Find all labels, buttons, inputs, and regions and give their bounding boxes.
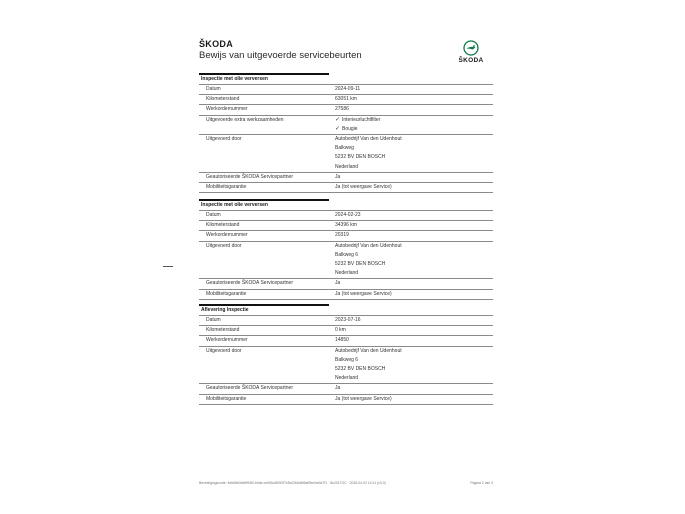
row-value: [335, 316, 493, 325]
row-value: [335, 290, 493, 299]
value-line: [335, 153, 493, 162]
row-label: Kilometerstand: [206, 327, 240, 334]
footer-verification-code: Bevestigingscode: 4ebb8b0fa9f9f4f0-b0de-ce0f5cd2f0f2f7e5c02b6d6f5af9be0af4e7f1 · 8u2017GC · 2026-04-02 14:11 (v3.0): [199, 481, 386, 485]
row-label: Mobiliteitsgarantie: [206, 290, 247, 297]
value-line: [335, 85, 493, 94]
value-line: [335, 279, 493, 288]
row-value: [335, 211, 493, 220]
value-line: [335, 231, 493, 240]
row-label: Werkordernummer: [206, 232, 248, 239]
row-value: [335, 231, 493, 240]
row-value: [335, 242, 493, 279]
row-label: Mobiliteitsgarantie: [206, 183, 247, 190]
value-line: [335, 347, 493, 356]
value-line: [335, 105, 493, 114]
row-label: Geautoriseerde ŠKODA Servicepartner: [206, 173, 293, 180]
row-label: Werkordernummer: [206, 106, 248, 113]
value-text: Autobedrijf Van den Udenhout: [335, 242, 402, 249]
value-text: 27586: [335, 106, 349, 113]
row-value: [335, 183, 493, 192]
table-row: [199, 394, 493, 405]
table-row: [199, 134, 493, 172]
row-value: [335, 135, 493, 172]
value-text: 2024-09-11: [335, 86, 361, 92]
table-row: [199, 278, 493, 288]
row-label: Uitgevoerde extra werkzaamheden: [206, 116, 284, 123]
value-line: [335, 221, 493, 230]
service-section: [199, 73, 493, 193]
table-row: [199, 241, 493, 279]
table-row: [199, 383, 493, 393]
row-value: [335, 95, 493, 104]
value-line: [335, 269, 493, 278]
row-label: Uitgevoerd door: [206, 347, 242, 354]
row-label: Werkordernummer: [206, 337, 248, 344]
row-label: Kilometerstand: [206, 222, 240, 229]
value-line: [335, 326, 493, 335]
logo-text: ŠKODA: [458, 57, 484, 64]
value-line: [335, 135, 493, 144]
table-row: [199, 335, 493, 345]
value-line: [335, 395, 493, 404]
value-text: Ja (tot weergave Service): [335, 395, 392, 402]
value-text: 34396 km: [335, 222, 357, 229]
value-line: [335, 290, 493, 299]
row-label: Mobiliteitsgarantie: [206, 395, 247, 402]
value-line: [335, 125, 493, 134]
table-row: [199, 325, 493, 335]
value-line: [335, 260, 493, 269]
row-label: Datum: [206, 317, 221, 323]
row-label: Datum: [206, 86, 221, 92]
value-line: [335, 384, 493, 393]
value-text: 63051 km: [335, 96, 357, 103]
row-label: Geautoriseerde ŠKODA Servicepartner: [206, 280, 293, 287]
value-text: Nederland: [335, 270, 359, 277]
value-line: [335, 374, 493, 383]
table-row: [199, 115, 493, 134]
value-line: [335, 163, 493, 172]
value-text: 20319: [335, 232, 349, 239]
table-row: [199, 346, 493, 384]
value-text: Autobedrijf Van den Udenhout: [335, 347, 402, 354]
row-value: [335, 326, 493, 335]
row-value: [335, 279, 493, 288]
value-text: Nederland: [335, 375, 359, 382]
value-text: Nederland: [335, 163, 359, 170]
row-label: Uitgevoerd door: [206, 242, 242, 249]
row-value: [335, 336, 493, 345]
row-value: [335, 395, 493, 404]
table-row: [199, 94, 493, 104]
table-row: [199, 182, 493, 193]
value-text: Autobedrijf Van den Udenhout: [335, 135, 402, 142]
row-value: [335, 173, 493, 182]
row-value: [335, 85, 493, 94]
value-text: Bougie: [342, 125, 358, 132]
row-value: [335, 221, 493, 230]
footer-page-number: Pagina 2 van 3: [470, 481, 493, 485]
value-text: 5232 BV DEN BOSCH: [335, 260, 386, 267]
value-text: 14850: [335, 337, 349, 344]
value-line: [335, 356, 493, 365]
section-title: Inspectie met olie verversen: [201, 76, 268, 82]
table-row: [199, 315, 493, 325]
value-text: Ja: [335, 385, 341, 392]
service-section: [199, 199, 493, 300]
value-line: [335, 183, 493, 192]
margin-mark: [163, 266, 173, 267]
value-line: [335, 144, 493, 153]
value-text: Balkweg 6: [335, 251, 359, 258]
table-row: [199, 104, 493, 114]
value-text: Ja (tot weergave Service): [335, 183, 392, 190]
table-row: [199, 289, 493, 300]
value-text: 5232 BV DEN BOSCH: [335, 365, 386, 372]
value-text: Ja (tot weergave Service): [335, 290, 392, 297]
row-label: Uitgevoerd door: [206, 135, 242, 142]
value-text: Balkweg: [335, 145, 354, 152]
table-row: [199, 84, 493, 94]
row-value: [335, 384, 493, 393]
value-line: [335, 242, 493, 251]
value-line: [335, 336, 493, 345]
checkmark-icon: ✓: [335, 116, 341, 123]
page-title: Bewijs van uitgevoerde servicebeurten: [199, 50, 362, 61]
value-line: [335, 316, 493, 325]
value-text: Interieurluchtfilter: [342, 116, 381, 123]
value-text: 5232 BV DEN BOSCH: [335, 154, 386, 161]
section-title: Aflevering Inspectie: [201, 307, 249, 313]
footer: [199, 481, 493, 485]
value-text: 2024-02-23: [335, 212, 361, 218]
row-label: Geautoriseerde ŠKODA Servicepartner: [206, 385, 293, 392]
value-line: [335, 211, 493, 220]
row-value: [335, 105, 493, 114]
table-row: [199, 220, 493, 230]
value-line: [335, 116, 493, 125]
brand-name: ŠKODA: [199, 39, 234, 49]
row-label: Kilometerstand: [206, 96, 240, 103]
row-label: Datum: [206, 212, 221, 218]
row-value: [335, 116, 493, 134]
value-text: 0 km: [335, 327, 346, 334]
row-value: [335, 347, 493, 384]
checkmark-icon: ✓: [335, 125, 341, 132]
skoda-logo: [455, 40, 487, 66]
table-row: [199, 172, 493, 182]
value-line: [335, 365, 493, 374]
table-row: [199, 210, 493, 220]
value-line: [335, 251, 493, 260]
value-text: Balkweg 6: [335, 356, 359, 363]
service-section: [199, 304, 493, 405]
value-line: [335, 173, 493, 182]
value-text: Ja: [335, 280, 341, 287]
section-title: Inspectie met olie verversen: [201, 202, 268, 208]
value-line: [335, 95, 493, 104]
skoda-logo-icon: [463, 40, 479, 56]
value-text: Ja: [335, 173, 341, 180]
value-text: 2023-07-16: [335, 317, 361, 323]
table-row: [199, 230, 493, 240]
